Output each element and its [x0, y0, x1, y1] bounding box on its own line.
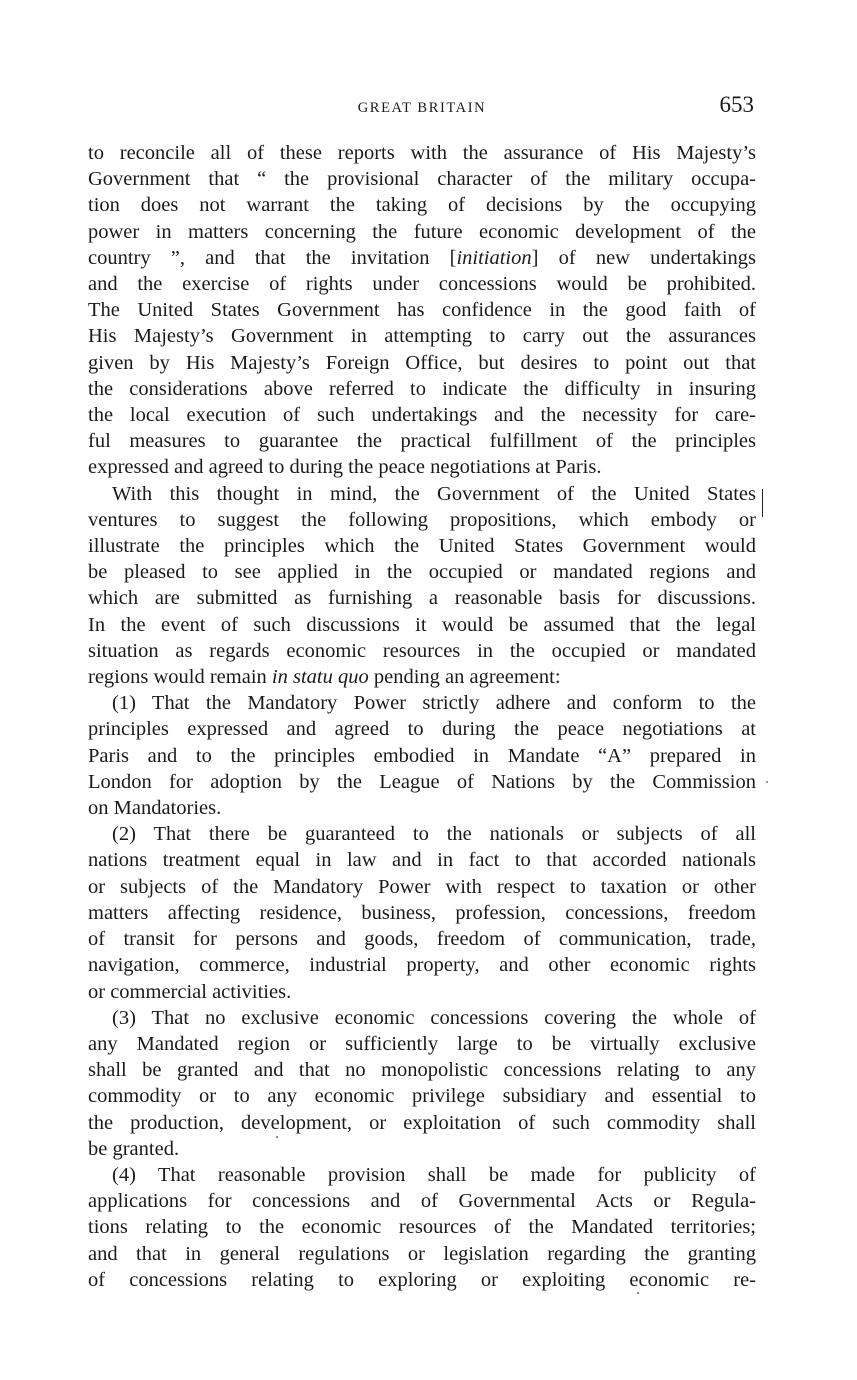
text-line: given by His Majesty’s Foreign Office, but desires to point out that — [88, 351, 756, 374]
text-line: Paris and to the principles embodied in Mandate “A” prepared in — [88, 744, 756, 767]
text-line: tion does not warrant the taking of decisions by the occupying — [88, 194, 756, 217]
text-line: With this thought in mind, the Government of the United States — [112, 482, 756, 505]
text-line: (2) That there be guaranteed to the nationals or subjects of all — [112, 823, 756, 846]
text-line: ful measures to guarantee the practical fulfillment of the principles — [88, 430, 756, 453]
paragraph-propositions-intro — [88, 481, 756, 691]
text-line: power in matters concerning the future economic development of the — [88, 220, 756, 243]
text-line: illustrate the principles which the United States Government would — [88, 535, 756, 558]
text-line: on Mandatories. — [88, 797, 222, 820]
text-line: navigation, commerce, industrial property, and other economic rights — [88, 954, 756, 977]
text-line: (3) That no exclusive economic concessions covering the whole of — [112, 1006, 756, 1029]
text-line: and the exercise of rights under concessions would be prohibited. — [88, 273, 756, 296]
text-line: matters affecting residence, business, profession, concessions, freedom — [88, 901, 756, 924]
text-line: and that in general regulations or legislation regarding the granting — [88, 1242, 756, 1265]
paragraph-continuation — [88, 140, 756, 481]
text-line: the considerations above referred to indicate the difficulty in insuring — [88, 377, 756, 400]
page-number: 653 — [719, 92, 754, 117]
proposition-3 — [88, 1005, 756, 1162]
proposition-4 — [88, 1162, 756, 1293]
text-line: regions would remain in statu quo pending an agreement: — [88, 666, 561, 689]
text-line: be granted. — [88, 1137, 180, 1160]
text-line: to reconcile all of these reports with the assurance of His Majesty’s — [88, 142, 756, 164]
text-line: expressed and agreed to during the peace negotiations at Paris. — [88, 456, 602, 479]
text-line: shall be granted and that no monopolistic concessions relating to any — [88, 1059, 756, 1082]
text-line: or subjects of the Mandatory Power with respect to taxation or other — [88, 875, 756, 898]
margin-bracket-mark — [759, 489, 763, 517]
text-line: Government that “ the provisional character of the military occupa- — [88, 168, 756, 191]
text-line: principles expressed and agreed to during the peace negotiations at — [88, 718, 756, 741]
running-head — [88, 92, 756, 124]
body-text — [88, 140, 756, 1293]
paper-speck — [637, 1292, 639, 1294]
text-line: (4) That reasonable provision shall be made for publicity of — [112, 1163, 756, 1186]
text-line: be pleased to see applied in the occupied or mandated regions and — [88, 561, 756, 584]
text-line: (1) That the Mandatory Power strictly adhere and conform to the — [112, 692, 756, 715]
text-line: commodity or to any economic privilege subsidiary and essential to — [88, 1085, 756, 1108]
proposition-2 — [88, 821, 756, 1004]
text-line: of transit for persons and goods, freedom of communication, trade, — [88, 928, 756, 951]
text-line: London for adoption by the League of Nations by the Commission — [88, 770, 756, 793]
proposition-1 — [88, 690, 756, 821]
text-line: The United States Government has confidence in the good faith of — [88, 299, 756, 322]
text-line: which are submitted as furnishing a reasonable basis for discussions. — [88, 587, 756, 610]
text-line: or commercial activities. — [88, 980, 292, 1003]
text-line: the local execution of such undertakings and the necessity for care- — [88, 404, 756, 427]
text-line: of concessions relating to exploring or exploiting economic re- — [88, 1268, 756, 1291]
text-line: applications for concessions and of Governmental Acts or Regula- — [88, 1190, 756, 1213]
text-line: any Mandated region or sufficiently large to be virtually exclusive — [88, 1032, 756, 1055]
running-title: GREAT BRITAIN — [357, 100, 487, 116]
text-line: ventures to suggest the following propositions, which embody or — [88, 508, 756, 531]
paper-speck — [276, 1136, 278, 1138]
paper-speck — [766, 781, 768, 783]
text-line: situation as regards economic resources in the occupied or mandated — [88, 639, 756, 662]
text-line: nations treatment equal in law and in fact to that accorded nationals — [88, 849, 756, 872]
text-line: country ”, and that the invitation [initiation] of new undertakings — [88, 246, 756, 269]
text-line: His Majesty’s Government in attempting to carry out the assurances — [88, 325, 756, 348]
text-line: the production, development, or exploitation of such commodity shall — [88, 1111, 756, 1134]
text-line: tions relating to the economic resources of the Mandated territories; — [88, 1216, 756, 1239]
text-line: In the event of such discussions it would be assumed that the legal — [88, 613, 756, 636]
